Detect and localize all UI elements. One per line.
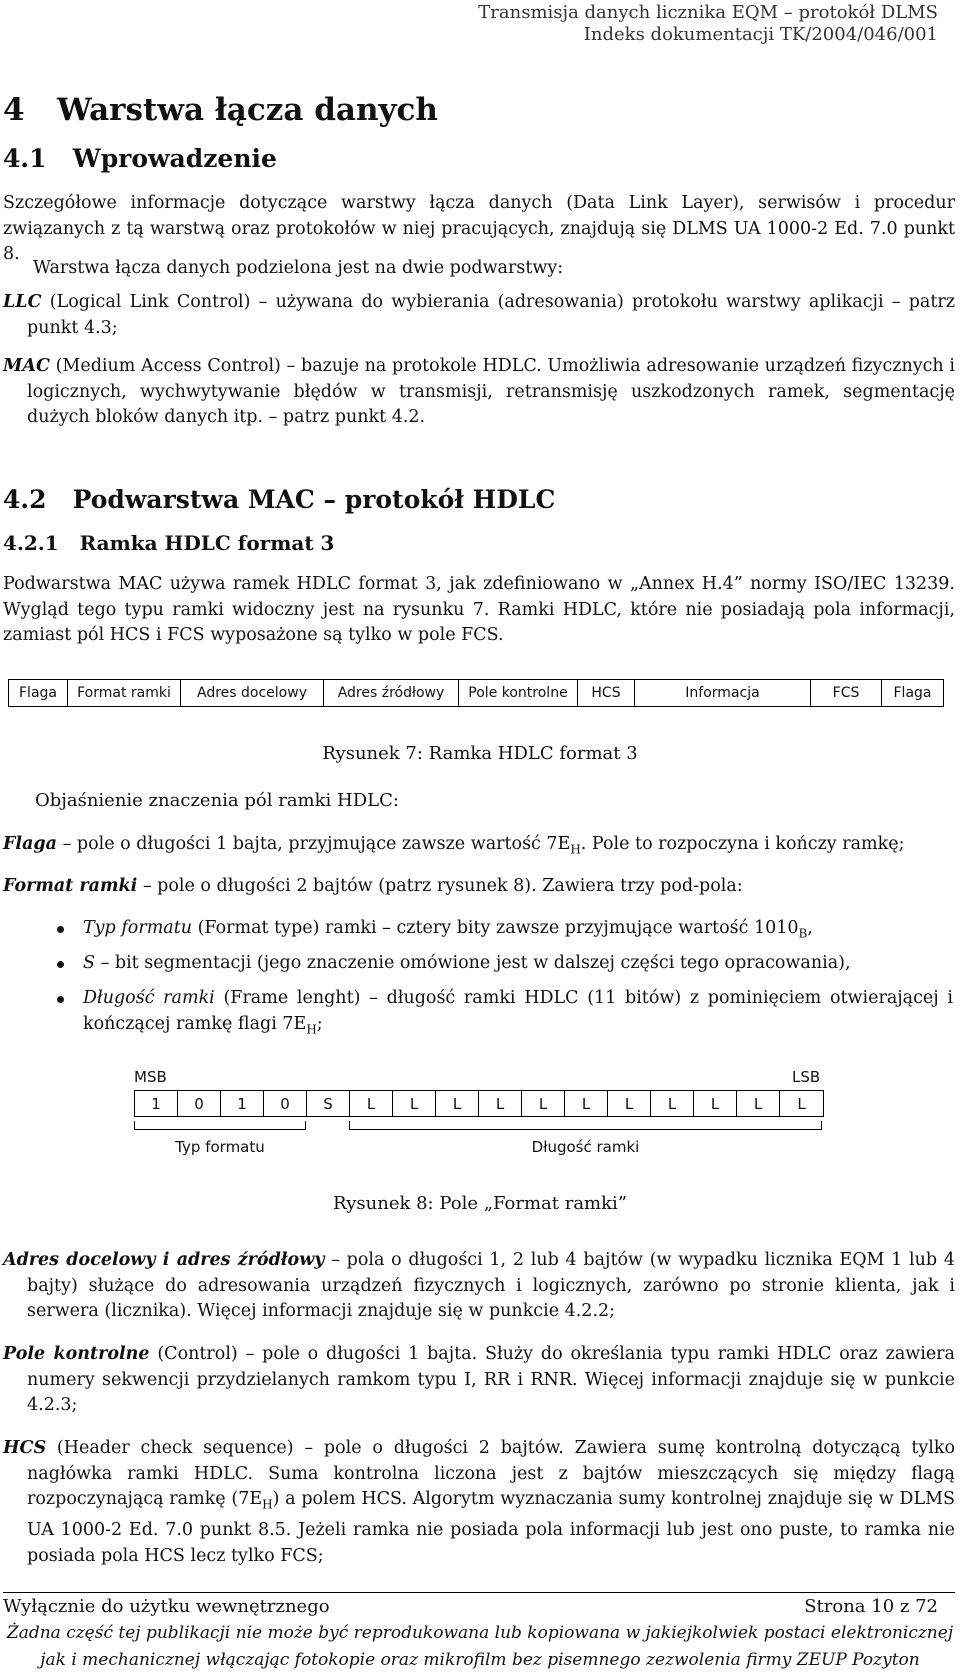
bit-cell: L	[350, 1091, 393, 1116]
frame-field: Informacja	[635, 680, 811, 706]
adres-text: – pola o długości 1, 2 lub 4 bajtów (w wypadku licznika EQM 1 lub 4 bajty) służące do adresowania urządzeń fizycznych i logicznych, zarówno po stronie klienta, jak i serwera (licznika). Więcej informacji znajduje się w punkcie 4.2.2;	[27, 1250, 955, 1321]
frame-field: HCS	[578, 680, 635, 706]
bit-cell: L	[479, 1091, 522, 1116]
hdlc-frame-diagram	[8, 679, 944, 707]
frame-field: Format ramki	[68, 680, 181, 706]
mac-text: (Medium Access Control) – bazuje na protokole HDLC. Umożliwia adresowanie urządzeń fizycznych i logicznych, wychwytywanie błędów w transmisji, retransmisję uszkodzonych ramek, segmentację dużych bloków danych itp. – patrz punkt 4.2.	[27, 356, 955, 427]
section-number: 4	[3, 92, 25, 128]
bullet-em: Długość ramki	[83, 988, 215, 1008]
subsection-number: 4.1	[3, 144, 47, 173]
mac-term: MAC	[3, 356, 50, 376]
subsection-heading-4-1	[3, 144, 277, 173]
flaga-text: – pole o długości 1 bajta, przyjmujące zawsze wartość 7E	[62, 834, 571, 854]
bit-cell: 0	[264, 1091, 307, 1116]
footer-page-number: Strona 10 z 72	[804, 1596, 938, 1617]
subsection-title: Podwarstwa MAC – protokół HDLC	[72, 485, 556, 514]
flaga-definition	[3, 832, 955, 863]
flaga-term: Flaga	[3, 834, 57, 854]
bullet-text: – bit segmentacji (jego znaczenie omówione jest w dalszej części tego opracowania),	[95, 953, 851, 973]
dlugosc-ramki-label: Długość ramki	[531, 1138, 640, 1156]
subsubsection-heading-4-2-1	[3, 531, 334, 555]
figure-8-caption: Rysunek 8: Pole „Format ramki”	[333, 1193, 627, 1214]
intro-paragraph-2: Warstwa łącza danych podzielona jest na dwie podwarstwy:	[33, 258, 564, 278]
format-definition	[3, 874, 955, 900]
bullet-item-s	[83, 951, 953, 977]
flaga-text-tail: . Pole to rozpoczyna i kończy ramkę;	[580, 834, 905, 854]
subscript: B	[798, 926, 808, 941]
section-heading	[3, 92, 438, 128]
footer-notice-2: jak i mechanicznej włączając fotokopie oraz mikrofilm bez pisemnego zezwolenia firmy ZEUP Pozyton	[40, 1650, 920, 1670]
bit-cell: L	[393, 1091, 436, 1116]
running-header	[478, 2, 938, 46]
bullet-item-typ-formatu	[83, 916, 953, 947]
paragraph-4-2-1: Podwarstwa MAC używa ramek HDLC format 3, jak zdefiniowano w „Annex H.4” normy ISO/IEC 13239. Wygląd tego typu ramki widoczny jest na rysunku 7. Ramki HDLC, które nie posiadają pola informacji, zamiast pól HCS i FCS wyposażone są tylko w pole FCS.	[3, 574, 955, 645]
section-title: Warstwa łącza danych	[56, 92, 438, 128]
hcs-text-tail: ) a polem HCS. Algorytm wyznaczania sumy kontrolnej znajduje się w DLMS UA 1000-2 Ed. 7.0 punkt 8.5. Jeżeli ramka nie posiada pola informacji lub jest ono puste, to ramka nie posiada pola HCS lecz tylko FCS;	[27, 1489, 955, 1566]
subsubsection-title: Ramka HDLC format 3	[79, 531, 335, 555]
bullet-em: S	[83, 953, 95, 973]
bit-cell: 1	[221, 1091, 264, 1116]
bullet-item-dlugosc-ramki	[83, 986, 953, 1043]
subsection-title: Wprowadzenie	[72, 144, 277, 173]
footer-notice-1: Żadna część tej publikacji nie może być reprodukowana lub kopiowana w jakiejkolwiek postaci elektronicznej	[6, 1623, 954, 1643]
frame-field: Adres źródłowy	[324, 680, 459, 706]
subscript: H	[306, 1022, 317, 1036]
adres-term: Adres docelowy i adres źródłowy	[3, 1250, 325, 1270]
bit-cell: L	[737, 1091, 780, 1116]
pole-kontrolne-text: (Control) – pole o długości 1 bajta. Służy do określania typu ramki HDLC oraz zawiera numery sekwencji przydzielanych ramkom typu I, RR i RNR. Więcej informacji znajduje się w punkcie 4.2.3;	[27, 1344, 955, 1415]
bullet-tail: ,	[807, 918, 813, 938]
frame-field: FCS	[811, 680, 882, 706]
footer-rule	[3, 1592, 955, 1593]
pole-kontrolne-term: Pole kontrolne	[3, 1344, 150, 1364]
mac-definition	[3, 354, 955, 431]
frame-field: Adres docelowy	[181, 680, 324, 706]
adres-definition	[3, 1248, 955, 1325]
bit-cell: L	[694, 1091, 737, 1116]
subsection-number: 4.2	[3, 485, 47, 514]
intro-paragraph: Szczegółowe informacje dotyczące warstwy łącza danych (Data Link Layer), serwisów i procedur związanych z tą warstwą oraz protokołów w niej pracujących, znajdują się DLMS UA 1000-2 Ed. 7.0 punkt 8.	[3, 193, 955, 264]
frame-field: Flaga	[893, 685, 932, 701]
bullet-em: Typ formatu	[83, 918, 193, 938]
lsb-label: LSB	[792, 1068, 821, 1086]
bullet-tail: ;	[316, 1013, 323, 1034]
format-term: Format ramki	[3, 876, 138, 896]
bit-cell: L	[522, 1091, 565, 1116]
header-line-2: Indeks dokumentacji TK/2004/046/001	[583, 24, 938, 45]
bullet-text: (Frame lenght) – długość ramki HDLC (11 bitów) z pominięciem otwierającej i kończącej ramkę flagi 7E	[83, 988, 953, 1034]
bullet-dot	[57, 961, 64, 968]
bit-cell: L	[565, 1091, 608, 1116]
frame-field: Flaga	[9, 680, 68, 706]
footer-left: Wyłącznie do użytku wewnętrznego	[3, 1596, 330, 1617]
dlugosc-ramki-bracket	[349, 1121, 822, 1130]
subsubsection-number: 4.2.1	[3, 531, 59, 555]
format-bits-diagram	[134, 1090, 824, 1117]
bit-cell: 1	[135, 1091, 178, 1116]
subsection-heading-4-2	[3, 485, 555, 514]
pole-kontrolne-definition	[3, 1342, 955, 1419]
bit-cell: 0	[178, 1091, 221, 1116]
typ-formatu-bracket	[134, 1121, 306, 1130]
format-text: – pole o długości 2 bajtów (patrz rysunek 8). Zawiera trzy pod-pola:	[142, 876, 743, 896]
bit-cell: L	[651, 1091, 694, 1116]
hcs-term: HCS	[3, 1438, 47, 1458]
bit-cell: S	[307, 1091, 350, 1116]
hcs-definition	[3, 1436, 955, 1569]
subscript: H	[262, 1497, 273, 1512]
bullet-text: (Format type) ramki – cztery bity zawsze przyjmujące wartość 1010	[192, 918, 799, 938]
header-line-1: Transmisja danych licznika EQM – protokół DLMS	[478, 2, 938, 23]
bit-cell: L	[797, 1094, 806, 1113]
bullet-dot	[57, 926, 64, 933]
hcs-text: (Header check sequence) – pole o długości 2 bajtów. Zawiera sumę kontrolną dotyczącą tylko nagłówka ramki HDLC. Suma kontrolna liczona jest z bajtów mieszczących się między flagą rozpoczynającą ramkę (7E	[27, 1438, 955, 1509]
bullet-dot	[57, 996, 64, 1003]
subscript: H	[570, 842, 581, 857]
bit-cell: L	[436, 1091, 479, 1116]
explanation-label: Objaśnienie znaczenia pól ramki HDLC:	[35, 790, 399, 811]
llc-term: LLC	[3, 292, 42, 312]
frame-field: Pole kontrolne	[459, 680, 578, 706]
figure-7-caption: Rysunek 7: Ramka HDLC format 3	[322, 743, 638, 764]
typ-formatu-label: Typ formatu	[175, 1138, 265, 1156]
llc-text: (Logical Link Control) – używana do wybierania (adresowania) protokołu warstwy aplikacji – patrz punkt 4.3;	[27, 292, 955, 338]
llc-definition	[3, 290, 955, 341]
bit-cell: L	[608, 1091, 651, 1116]
msb-label: MSB	[134, 1068, 167, 1086]
